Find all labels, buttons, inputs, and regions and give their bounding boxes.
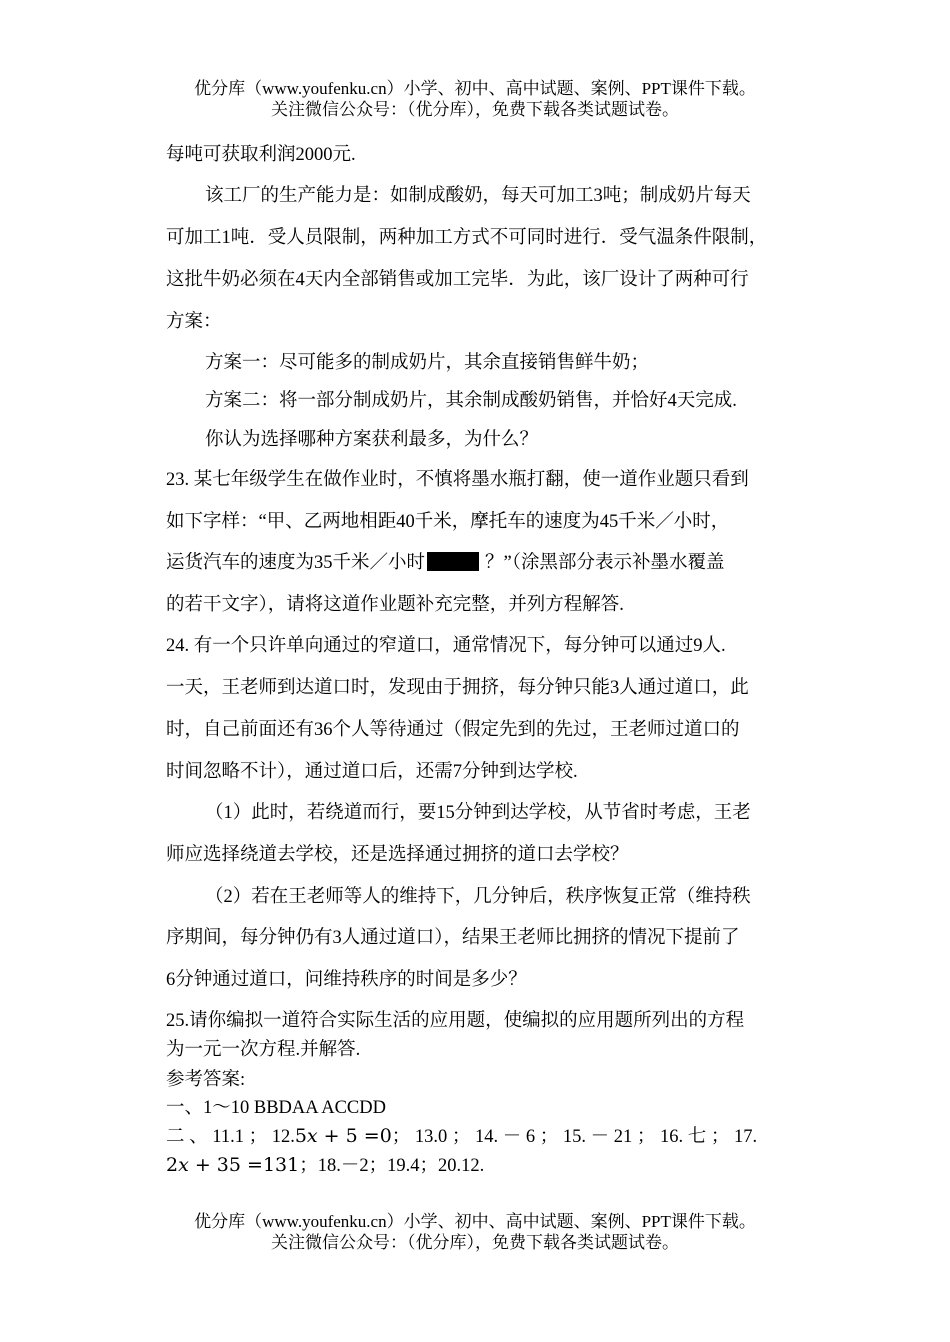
equation-17	[166, 1154, 299, 1176]
q23-line-4: 的若干文字），请将这道作业题补充完整，并列方程解答.	[166, 595, 624, 615]
q24-line-1: 24. 有一个只许单向通过的窄道口，通常情况下，每分钟可以通过9人.	[166, 636, 726, 656]
page-footer	[0, 1211, 950, 1253]
q22-line-3: 可加工1吨．受人员限制，两种加工方式不可同时进行．受气温条件限制，	[166, 228, 768, 248]
equation-12	[295, 1125, 392, 1147]
answers-title: 参考答案:	[166, 1070, 246, 1090]
q24-part-1-line-1: （1）此时，若绕道而行，要15分钟到达学校，从节省时考虑，王老	[205, 803, 751, 823]
q23-line-3-end: ？”（涂黑部分表示补墨水覆盖	[485, 553, 725, 573]
answers-part-2-end: ；18.－2；19.4；20.12.	[299, 1156, 485, 1176]
page-header	[0, 78, 950, 120]
equation-17-variable: x	[178, 1154, 189, 1176]
equation-17-rest: + 35 =131	[188, 1154, 300, 1176]
ink-blot	[427, 552, 479, 571]
answers-part-1: 一、1～10 BBDAA ACCDD	[166, 1098, 386, 1118]
answers-part-2-mid: ； 13.0 ； 14. － 6 ； 15. － 21 ； 16. 七 ； 17.	[391, 1127, 758, 1147]
q23-line-2: 如下字样：“甲、乙两地相距40千米，摩托车的速度为45千米／小时，	[166, 512, 730, 532]
equation-12-coefficient: 5	[294, 1125, 307, 1147]
q24-line-2: 一天，王老师到达道口时，发现由于拥挤，每分钟只能3人通过道口，此	[166, 678, 749, 698]
q22-line-5: 方案：	[166, 312, 222, 332]
header-line-2: 关注微信公众号：（优分库），免费下载各类试题试卷。	[271, 100, 679, 119]
equation-17-coefficient: 2	[166, 1154, 179, 1176]
q23-line-3	[166, 551, 724, 575]
q22-line-1: 每吨可获取利润2000元.	[166, 145, 356, 165]
footer-line-2: 关注微信公众号：（优分库），免费下载各类试题试卷。	[271, 1233, 679, 1252]
equation-12-rest: + 5 =0	[317, 1125, 392, 1147]
q22-question: 你认为选择哪种方案获利最多，为什么？	[205, 430, 539, 450]
q25-line-2: 为一元一次方程.并解答.	[166, 1040, 361, 1060]
footer-line-1: 优分库（www.youfenku.cn）小学、初中、高中试题、案例、PPT课件下载。	[194, 1212, 756, 1231]
q22-plan-2: 方案二：将一部分制成奶片，其余制成酸奶销售，并恰好4天完成.	[205, 391, 737, 411]
q23-line-1: 23. 某七年级学生在做作业时，不慎将墨水瓶打翻，使一道作业题只看到	[166, 470, 749, 490]
equation-12-variable: x	[306, 1125, 318, 1147]
q22-line-2: 该工厂的生产能力是：如制成酸奶，每天可加工3吨；制成奶片每天	[205, 186, 751, 206]
q24-line-3: 时，自己前面还有36个人等待通过（假定先到的先过，王老师过道口的	[166, 720, 740, 740]
q23-line-3-start: 运货汽车的速度为35千米／小时	[166, 553, 426, 573]
q24-part-2-line-2: 序期间，每分钟仍有3人通过道口），结果王老师比拥挤的情况下提前了	[166, 928, 740, 948]
q25-line-1: 25.请你编拟一道符合实际生活的应用题，使编拟的应用题所列出的方程	[166, 1011, 745, 1031]
q22-line-4: 这批牛奶必须在4天内全部销售或加工完毕．为此，该厂设计了两种可行	[166, 270, 749, 290]
answers-part-2-line-1	[166, 1124, 757, 1149]
q24-part-2-line-1: （2）若在王老师等人的维持下，几分钟后，秩序恢复正常（维持秩	[205, 887, 751, 907]
answers-part-2-start: 二 、 11.1 ； 12.	[166, 1127, 295, 1147]
header-line-1: 优分库（www.youfenku.cn）小学、初中、高中试题、案例、PPT课件下载。	[194, 79, 756, 98]
answers-part-2-line-2	[166, 1153, 484, 1178]
q22-plan-1: 方案一：尽可能多的制成奶片，其余直接销售鲜牛奶；	[205, 353, 650, 373]
q24-part-1-line-2: 师应选择绕道去学校，还是选择通过拥挤的道口去学校？	[166, 845, 629, 865]
q24-part-2-line-3: 6分钟通过道口，问维持秩序的时间是多少？	[166, 970, 527, 990]
q24-line-4: 时间忽略不计），通过道口后，还需7分钟到达学校.	[166, 762, 578, 782]
